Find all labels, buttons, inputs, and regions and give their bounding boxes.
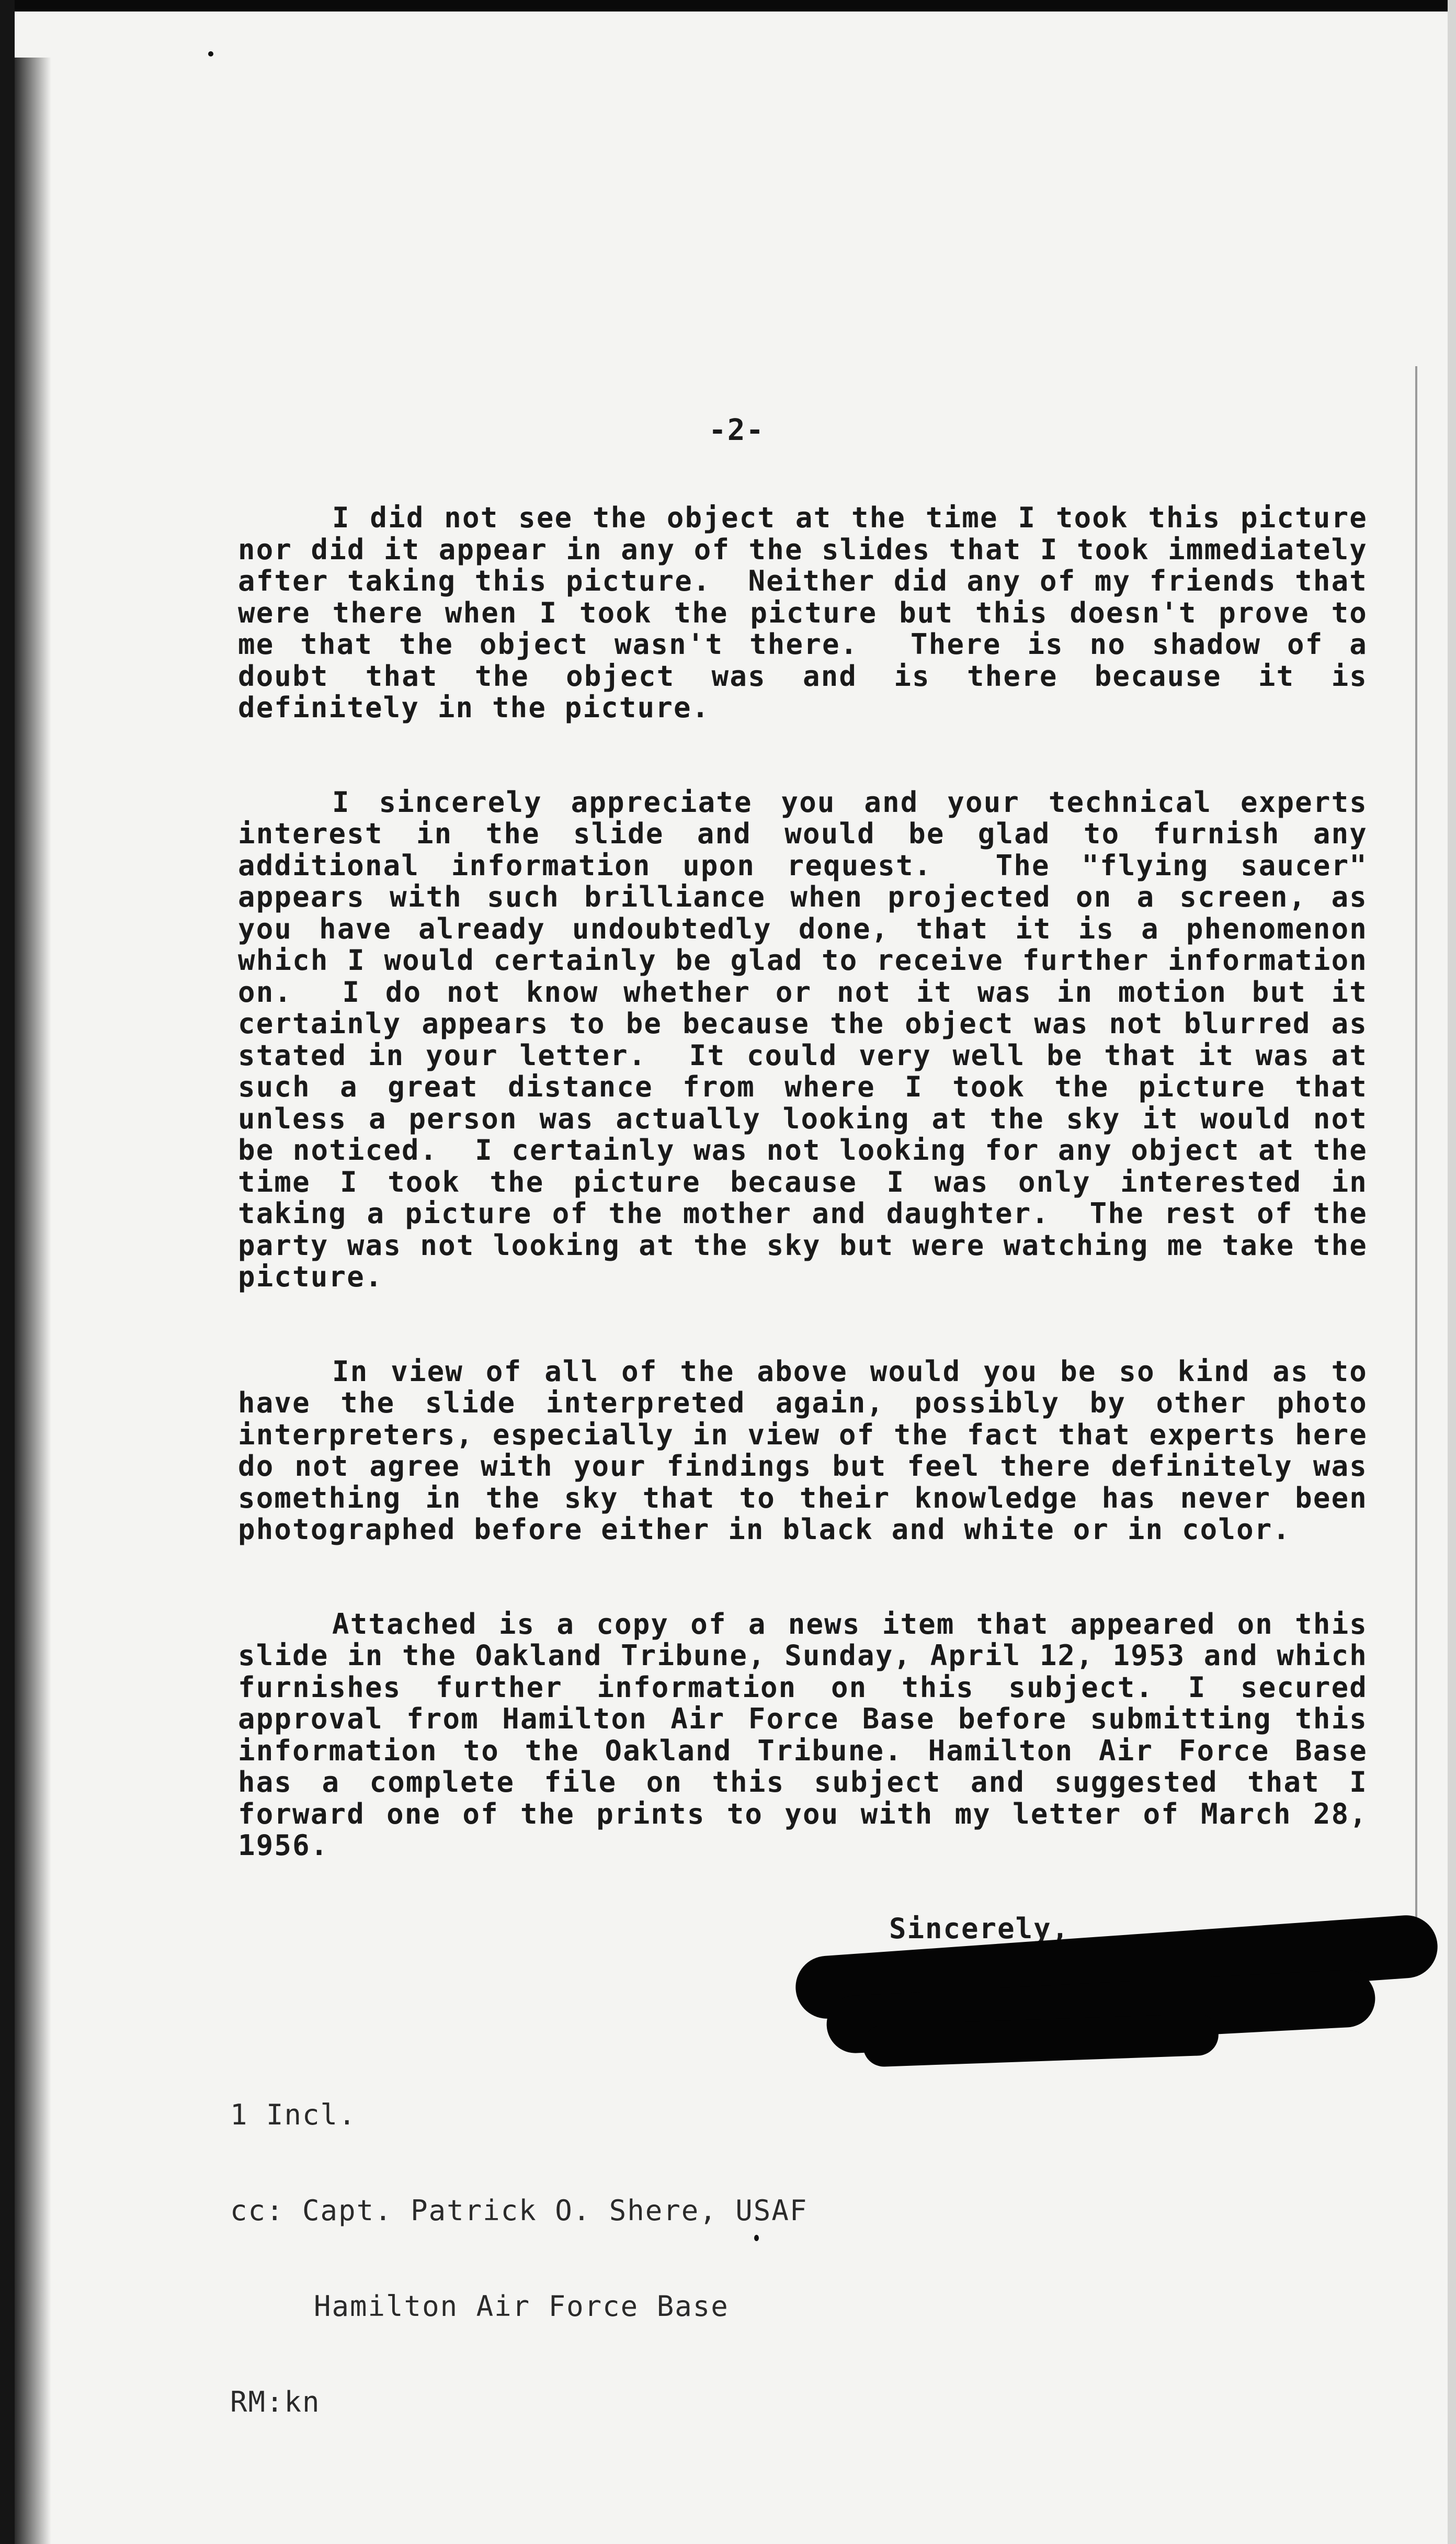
cc-line: cc: Capt. Patrick O. Shere, USAF <box>230 2194 808 2227</box>
cc-organization: Hamilton Air Force Base <box>314 2290 729 2323</box>
enclosure-line: 1 Incl. <box>230 2098 357 2131</box>
paragraph-1: I did not see the object at the time I took this picture nor did it appear in any of the slides that I took immediately after taking this picture. Neither did any of my friends that were there when I took the picture but this doesn't prove to me that the object wasn't there. There is no shadow of a doubt that the object was and is there because it is definitely in the picture. <box>238 501 1386 724</box>
closing: Sincerely, <box>889 1912 1070 1945</box>
typist-initials: RM:kn <box>230 2385 321 2418</box>
paragraph-4: Attached is a copy of a news item that appeared on this slide in the Oakland Tribune, Sunday, April 12, 1953 and which furnishes further information on this subject. I secured approval from Hamilton Air Force Base before submitting this information to the Oakland Tribune. Hamilton Air Force Base has a complete file on this subject and suggested that I forward one of the prints to you with my letter of March 28, 1956. <box>238 1607 1386 1862</box>
scan-shadow-left <box>15 58 51 2544</box>
letter-body <box>238 501 1386 1925</box>
scan-border-top <box>0 0 1456 12</box>
enclosure-block <box>230 2035 807 2482</box>
scan-speck <box>208 51 213 56</box>
scan-border-right <box>1448 0 1456 2544</box>
scan-border-left <box>0 0 15 2544</box>
page-number: -2- <box>709 413 765 447</box>
paragraph-3: In view of all of the above would you be so kind as to have the slide interpreted again, possibly by other photo interpreters, especially in view of the fact that experts here do not agree with your findings but feel there definitely was something in the sky that to their knowledge has never been photographed before either in black and white or in color. <box>238 1354 1386 1546</box>
margin-line <box>1415 366 1417 1936</box>
paragraph-2: I sincerely appreciate you and your technical experts interest in the slide and would be glad to furnish any additional information upon request. The "flying saucer" appears with such brilliance when projected on a screen, as you have already undoubtedly done, that it is a phenomenon which I would certainly be glad to receive further information on. I do not know whether or not it was in motion but it certainly appears to be because the object was not blurred as stated in your letter. It could very well be that it was at such a great distance from where I took the picture that unless a person was actually looking at the sky it would not be noticed. I certainly was not looking for any object at the time I took the picture because I was only interested in taking a picture of the mother and daughter. The rest of the party was not looking at the sky but were watching me take the picture. <box>238 785 1386 1293</box>
